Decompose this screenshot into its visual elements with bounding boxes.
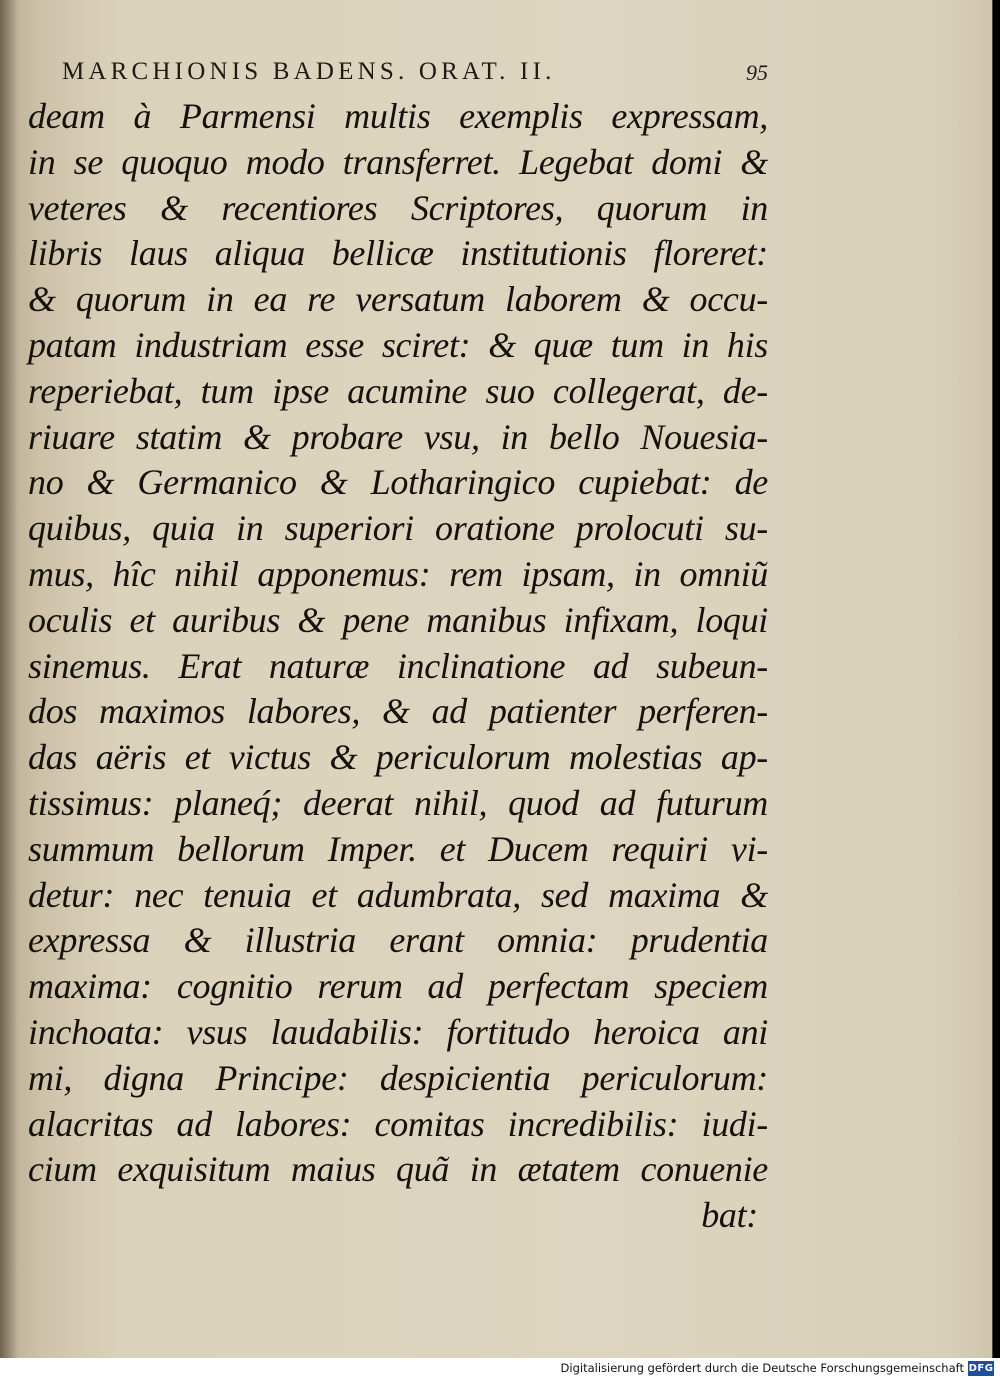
text-line: & quorum in ea re versatum laborem & occu- bbox=[28, 279, 768, 320]
body-text bbox=[28, 94, 768, 1239]
text-line: cium exquisitum maius quã in ætatem conuenie bbox=[28, 1149, 768, 1190]
text-line: reperiebat, tum ipse acumine suo collegerat, de- bbox=[28, 370, 768, 411]
text-line: patam industriam esse sciret: & quæ tum in his bbox=[28, 324, 768, 365]
text-line: das aëris et victus & periculorum molestias ap- bbox=[28, 737, 768, 778]
text-line: alacritas ad labores: comitas incredibilis: iudi- bbox=[28, 1103, 768, 1144]
funding-credit: Digitalisierung gefördert durch die Deutsche Forschungsgemeinschaft bbox=[560, 1361, 964, 1375]
dfg-logo-icon: DFG bbox=[968, 1363, 994, 1374]
text-line: deam à Parmensi multis exemplis expressam, bbox=[28, 96, 768, 136]
text-line-catchword: bat: bbox=[701, 1195, 758, 1236]
text-line: inchoata: vsus laudabilis: fortitudo heroica ani bbox=[28, 1011, 768, 1052]
page-header bbox=[62, 58, 768, 92]
text-line: oculis et auribus & pene manibus infixam, loqui bbox=[28, 599, 768, 640]
text-line: quibus, quia in superiori oratione prolocuti su- bbox=[28, 508, 768, 549]
text-line: libris laus aliqua bellicæ institutionis floreret: bbox=[28, 233, 768, 274]
text-line: mi, digna Principe: despicientia periculorum: bbox=[28, 1057, 768, 1098]
text-line: veteres & recentiores Scriptores, quorum in bbox=[28, 187, 768, 228]
running-head: MARCHIONIS BADENS. ORAT. II. bbox=[62, 58, 556, 85]
text-line: dos maximos labores, & ad patienter perferen- bbox=[28, 691, 768, 732]
text-line: riuare statim & probare vsu, in bello Nouesia- bbox=[28, 416, 768, 457]
text-line: mus, hîc nihil apponemus: rem ipsam, in omniũ bbox=[28, 553, 768, 594]
text-line: in se quoquo modo transferret. Legebat domi & bbox=[28, 141, 768, 182]
text-line: maxima: cognitio rerum ad perfectam speciem bbox=[28, 966, 768, 1007]
text-line: sinemus. Erat naturæ inclinatione ad subeun- bbox=[28, 645, 768, 686]
text-line: expressa & illustria erant omnia: prudentia bbox=[28, 920, 768, 961]
text-line: summum bellorum Imper. et Ducem requiri vi- bbox=[28, 828, 768, 869]
footer-bar bbox=[0, 1358, 1000, 1380]
text-line: no & Germanico & Lotharingico cupiebat: de bbox=[28, 462, 768, 503]
text-line: detur: nec tenuia et adumbrata, sed maxima & bbox=[28, 874, 768, 915]
text-line: tissimus: planeq́; deerat nihil, quod ad futurum bbox=[28, 782, 768, 823]
page-number: 95 bbox=[746, 60, 768, 85]
